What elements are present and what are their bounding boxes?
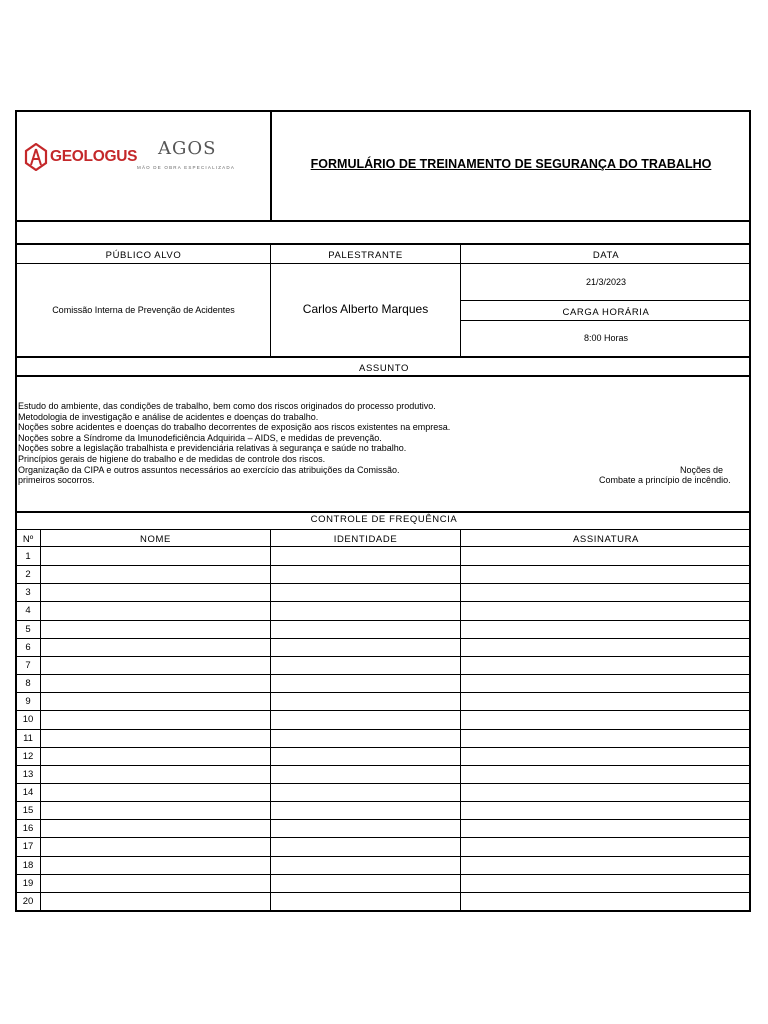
assinatura-cell[interactable]	[461, 583, 751, 601]
nome-cell[interactable]	[41, 620, 270, 638]
row-number: 11	[23, 732, 33, 744]
assinatura-cell[interactable]	[461, 692, 751, 710]
row-number: 17	[22, 841, 34, 853]
identidade-cell[interactable]	[271, 729, 460, 747]
col-header-identidade: IDENTIDADE	[333, 534, 398, 545]
nome-cell[interactable]	[41, 856, 270, 874]
row-number: 3	[25, 587, 31, 599]
row-number: 16	[22, 823, 34, 835]
identidade-cell[interactable]	[271, 765, 460, 783]
carga-horaria-value: 8:00 Horas	[583, 333, 629, 343]
identidade-cell[interactable]	[271, 783, 460, 801]
assinatura-cell[interactable]	[461, 801, 751, 819]
identidade-cell[interactable]	[271, 674, 460, 692]
row-number: 15	[22, 805, 34, 817]
col-header-nome: NOME	[140, 534, 171, 545]
row-number: 2	[25, 569, 31, 581]
row-number: 1	[25, 551, 31, 562]
carga-label-line	[460, 320, 751, 321]
assinatura-cell[interactable]	[461, 837, 751, 855]
identidade-cell[interactable]	[271, 710, 460, 728]
assunto-header-line	[15, 375, 751, 377]
nome-cell[interactable]	[41, 892, 270, 910]
row-number: 5	[25, 623, 31, 635]
identidade-cell[interactable]	[271, 819, 460, 837]
assinatura-cell[interactable]	[461, 892, 751, 910]
identidade-cell[interactable]	[271, 856, 460, 874]
agos-logo-text: AGOS	[158, 138, 217, 159]
row-number: 4	[25, 605, 31, 617]
row-number: 12	[22, 750, 34, 762]
assinatura-cell[interactable]	[461, 747, 751, 765]
blank-row-bottom-line	[15, 243, 751, 245]
assunto-bottom-line	[15, 511, 751, 513]
identidade-cell[interactable]	[271, 801, 460, 819]
geologus-logo-text: GEOLOGUS	[50, 148, 138, 165]
nome-cell[interactable]	[41, 801, 270, 819]
assinatura-cell[interactable]	[461, 856, 751, 874]
col-header-numero: Nº	[22, 534, 34, 545]
assinatura-cell[interactable]	[461, 783, 751, 801]
nome-cell[interactable]	[41, 837, 270, 855]
nome-cell[interactable]	[41, 783, 270, 801]
nome-cell[interactable]	[41, 674, 270, 692]
assinatura-cell[interactable]	[461, 601, 751, 619]
assinatura-cell[interactable]	[461, 874, 751, 892]
nome-cell[interactable]	[41, 565, 270, 583]
assinatura-cell[interactable]	[461, 729, 751, 747]
col-header-assinatura: ASSINATURA	[572, 534, 639, 545]
nome-cell[interactable]	[41, 656, 270, 674]
data-label: DATA	[592, 250, 620, 261]
row-number: 18	[22, 859, 34, 871]
assinatura-cell[interactable]	[461, 620, 751, 638]
nome-cell[interactable]	[41, 710, 270, 728]
row-number: 20	[22, 895, 34, 907]
row-number: 19	[22, 877, 34, 889]
info-bottom-line	[15, 356, 751, 358]
palestrante-value: Carlos Alberto Marques	[302, 302, 429, 316]
carga-horaria-label: CARGA HORÁRIA	[562, 307, 650, 318]
nome-cell[interactable]	[41, 692, 270, 710]
assunto-line: Princípios gerais de higiene do trabalho e de medidas de controle dos riscos.	[18, 454, 326, 464]
assunto-line: Organização da CIPA e outros assuntos necessários ao exercício das atribuições da Comissão.	[18, 464, 400, 475]
assunto-line: Metodologia de investigação e análise de acidentes e doenças do trabalho.	[18, 411, 319, 422]
publico-alvo-label: PÚBLICO ALVO	[105, 250, 182, 261]
assunto-line: Noções sobre a legislação trabalhista e previdenciária relativas à segurança e saúde no trabalho.	[18, 443, 407, 454]
assunto-line: Estudo do ambiente, das condições de trabalho, bem como dos riscos originados do processo produtivo.	[18, 401, 436, 411]
geologus-logo-icon	[24, 143, 48, 171]
assunto-line: Noções sobre a Síndrome da Imunodeficiência Adquirida – AIDS, e medidas de prevenção.	[18, 432, 382, 443]
assinatura-cell[interactable]	[461, 656, 751, 674]
nome-cell[interactable]	[41, 601, 270, 619]
assinatura-cell[interactable]	[461, 710, 751, 728]
controle-frequencia-label: CONTROLE DE FREQUÊNCIA	[310, 514, 458, 525]
row-number: 13	[22, 768, 34, 780]
assinatura-cell[interactable]	[461, 638, 751, 656]
assinatura-cell[interactable]	[461, 819, 751, 837]
page-title: FORMULÁRIO DE TREINAMENTO DE SEGURANÇA DO TRABALHO	[310, 157, 712, 171]
info-header-line	[15, 263, 751, 264]
agos-logo-subtitle: MÃO DE OBRA ESPECIALIZADA	[137, 165, 236, 170]
row-number: 6	[25, 641, 31, 653]
identidade-cell[interactable]	[271, 638, 460, 656]
nome-cell[interactable]	[41, 547, 270, 565]
frequencia-header-line	[15, 529, 751, 530]
publico-alvo-value: Comissão Interna de Prevenção de Acidentes	[52, 305, 235, 315]
row-number: 9	[25, 696, 31, 708]
nome-cell[interactable]	[41, 729, 270, 747]
identidade-cell[interactable]	[271, 565, 460, 583]
identidade-cell[interactable]	[271, 692, 460, 710]
identidade-cell[interactable]	[271, 656, 460, 674]
nome-cell[interactable]	[41, 583, 270, 601]
palestrante-label: PALESTRANTE	[328, 250, 403, 261]
assunto-label: ASSUNTO	[359, 363, 409, 374]
identidade-cell[interactable]	[271, 547, 460, 565]
row-number: 8	[25, 678, 31, 690]
nome-cell[interactable]	[41, 638, 270, 656]
nome-cell[interactable]	[41, 765, 270, 783]
assunto-right-line-1: Noções de	[680, 464, 724, 475]
data-bottom-line	[460, 300, 751, 301]
assinatura-cell[interactable]	[461, 565, 751, 583]
nome-cell[interactable]	[41, 819, 270, 837]
assinatura-cell[interactable]	[461, 674, 751, 692]
identidade-cell[interactable]	[271, 583, 460, 601]
header-bottom-line	[15, 220, 751, 222]
assunto-right-line-2: Combate a princípio de incêndio.	[599, 475, 731, 486]
identidade-cell[interactable]	[271, 892, 460, 910]
identidade-cell[interactable]	[271, 874, 460, 892]
row-number: 7	[25, 659, 31, 671]
row-number: 10	[22, 714, 34, 726]
data-value: 21/3/2023	[585, 277, 627, 287]
nome-cell[interactable]	[41, 747, 270, 765]
identidade-cell[interactable]	[271, 620, 460, 638]
identidade-cell[interactable]	[271, 601, 460, 619]
row-number: 14	[22, 786, 34, 798]
identidade-cell[interactable]	[271, 837, 460, 855]
assunto-line: primeiros socorros.	[18, 475, 95, 486]
assinatura-cell[interactable]	[461, 765, 751, 783]
assinatura-cell[interactable]	[461, 547, 751, 565]
identidade-cell[interactable]	[271, 747, 460, 765]
nome-cell[interactable]	[41, 874, 270, 892]
info-divider-1	[270, 244, 271, 357]
assunto-line: Noções sobre acidentes e doenças do trabalho decorrentes de exposição aos riscos existentes na empresa.	[18, 422, 451, 433]
